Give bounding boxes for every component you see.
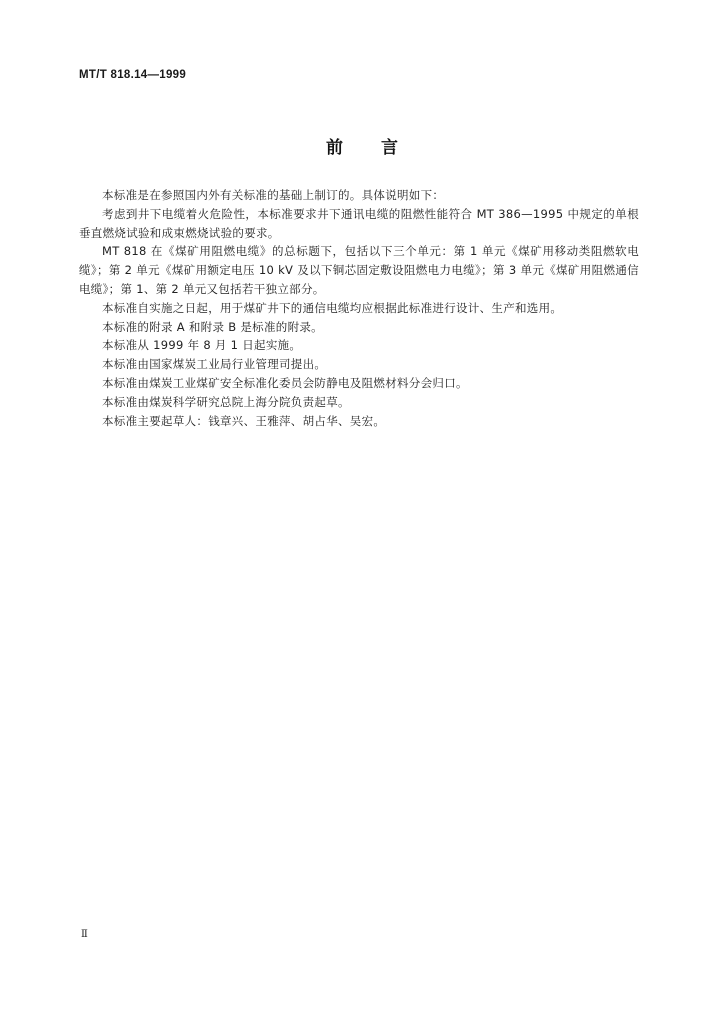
paragraph: 本标准由煤炭科学研究总院上海分院负责起草。	[102, 394, 350, 409]
paragraph: 考虑到井下电缆着火危险性，本标准要求井下通讯电缆的阻燃性能符合 MT 386—1995 中规定的单根垂直燃烧试验和成束燃烧试验的要求。	[79, 206, 639, 240]
paragraph: 本标准从 1999 年 8 月 1 日起实施。	[102, 338, 302, 353]
page-number: Ⅱ	[81, 929, 88, 940]
paragraph: 本标准自实施之日起，用于煤矿井下的通信电缆均应根据此标准进行设计、生产和选用。	[102, 300, 563, 315]
paragraph: 本标准是在参照国内外有关标准的基础上制订的。具体说明如下：	[102, 188, 445, 202]
page-title: 前言	[326, 138, 436, 158]
foreword-body	[79, 186, 639, 430]
paragraph: 本标准由煤炭工业煤矿安全标准化委员会防静电及阻燃材料分会归口。	[102, 375, 468, 390]
paragraph: 本标准主要起草人：钱章兴、王雅萍、胡占华、吴宏。	[102, 413, 386, 428]
paragraph: 本标准由国家煤炭工业局行业管理司提出。	[102, 357, 327, 372]
paragraph: 本标准的附录 A 和附录 B 是标准的附录。	[102, 319, 323, 334]
standard-number: MT/T 818.14—1999	[79, 69, 187, 81]
paragraph: MT 818 在《煤矿用阻燃电缆》的总标题下，包括以下三个单元：第 1 单元《煤矿用移动类阻燃软电缆》；第 2 单元《煤矿用额定电压 10 kV 及以下铜芯固定敷设阻燃电力电缆》；第 3 单元《煤矿用阻燃通信电缆》；第 1、第 2 单元又包括若干独立部分。	[79, 244, 639, 296]
